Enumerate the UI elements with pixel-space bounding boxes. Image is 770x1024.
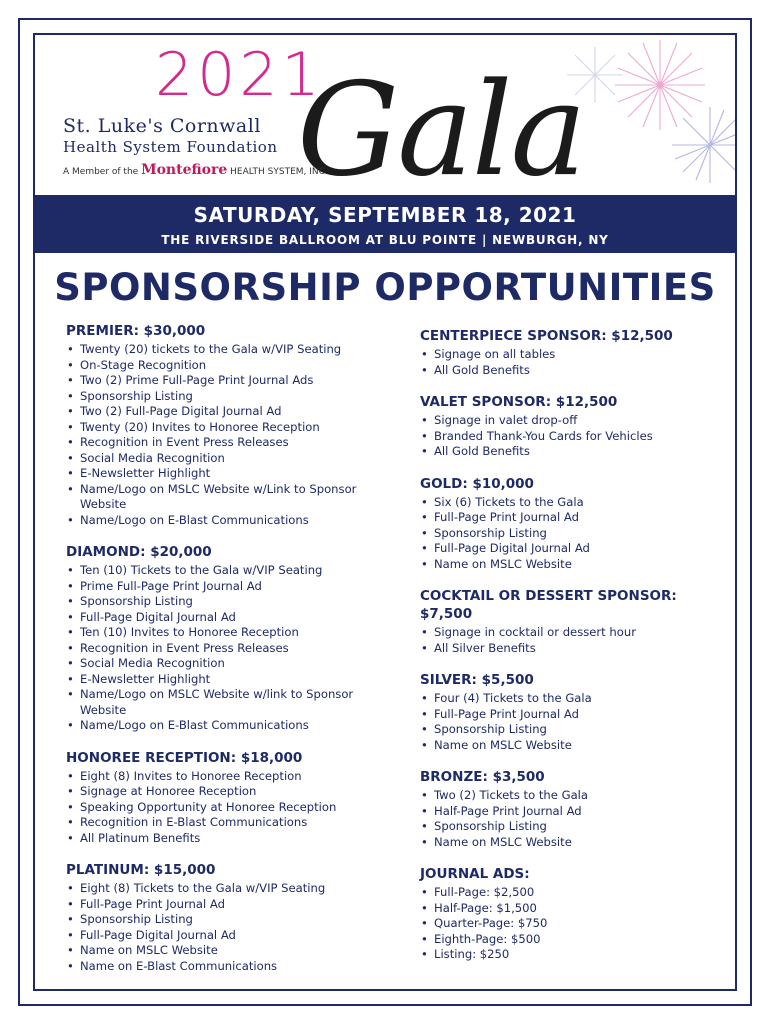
benefit-item: • Twenty (20) Invites to Honoree Reception — [66, 420, 396, 436]
benefit-list — [420, 885, 720, 963]
benefit-item: • Half-Page: $1,500 — [420, 901, 720, 917]
tier-title: VALET SPONSOR: $12,500 — [420, 394, 618, 410]
tier-title: PLATINUM: $15,000 — [66, 862, 216, 878]
benefit-item: • Full-Page Digital Journal Ad — [420, 541, 720, 557]
tier-centerpiece — [420, 327, 720, 378]
header — [35, 35, 735, 195]
member-of-line — [63, 162, 325, 178]
benefit-list — [420, 413, 720, 460]
benefit-item: • Full-Page Print Journal Ad — [420, 707, 720, 723]
benefit-item: • Name/Logo on MSLC Website w/Link to Sponsor Website — [66, 482, 396, 513]
benefit-item: • Full-Page Print Journal Ad — [420, 510, 720, 526]
benefit-list — [66, 563, 396, 734]
benefit-item: • Listing: $250 — [420, 947, 720, 963]
tier-title: GOLD: $10,000 — [420, 475, 534, 492]
benefit-item: • Name/Logo on E-Blast Communications — [66, 513, 396, 529]
benefit-item: • Two (2) Full-Page Digital Journal Ad — [66, 404, 396, 420]
tier-title: JOURNAL ADS: — [420, 866, 530, 882]
tier-gold — [420, 475, 720, 573]
benefit-list — [420, 495, 720, 573]
foundation-name-line2: Health System Foundation — [63, 138, 278, 156]
event-date: SATURDAY, SEPTEMBER 18, 2021 — [193, 203, 577, 227]
benefit-item: • Two (2) Prime Full-Page Print Journal Ads — [66, 373, 396, 389]
tier-premier — [66, 322, 396, 528]
tier-valet — [420, 393, 720, 460]
tier-honoree-reception — [66, 749, 396, 847]
tier-cocktail-dessert — [420, 587, 720, 656]
tier-diamond — [66, 543, 396, 734]
tier-title: COCKTAIL OR DESSERT SPONSOR: $7,500 — [420, 588, 677, 622]
page-title: SPONSORSHIP OPPORTUNITIES — [54, 266, 716, 309]
benefit-list — [66, 342, 396, 528]
benefit-item: • Sponsorship Listing — [66, 912, 396, 928]
benefit-item: • Speaking Opportunity at Honoree Reception — [66, 800, 396, 816]
benefit-list — [420, 347, 720, 378]
benefit-item: • Name on MSLC Website — [420, 738, 720, 754]
benefit-item: • Branded Thank-You Cards for Vehicles — [420, 429, 720, 445]
benefit-list — [66, 769, 396, 847]
date-banner — [35, 195, 735, 253]
benefit-item: • Social Media Recognition — [66, 451, 396, 467]
montefiore-name: Montefiore — [141, 162, 228, 178]
benefit-item: • Signage in valet drop-off — [420, 413, 720, 429]
benefit-list — [420, 691, 720, 753]
benefit-item: • Eight (8) Invites to Honoree Reception — [66, 769, 396, 785]
event-year: 2021 — [155, 40, 324, 110]
benefit-item: • Half-Page Print Journal Ad — [420, 804, 720, 820]
benefit-item: • Social Media Recognition — [66, 656, 396, 672]
benefit-item: • Name on MSLC Website — [66, 943, 396, 959]
benefit-list — [66, 881, 396, 974]
tier-title: DIAMOND: $20,000 — [66, 544, 212, 560]
benefit-item: • Full-Page Digital Journal Ad — [66, 610, 396, 626]
benefit-item: • Signage at Honoree Reception — [66, 784, 396, 800]
benefit-item: • Name/Logo on E-Blast Communications — [66, 718, 396, 734]
foundation-name-line1: St. Luke's Cornwall — [63, 115, 261, 137]
benefit-item: • All Gold Benefits — [420, 363, 720, 379]
benefit-item: • Signage on all tables — [420, 347, 720, 363]
benefit-item: • Sponsorship Listing — [420, 819, 720, 835]
benefit-item: • All Silver Benefits — [420, 641, 720, 657]
benefit-item: • Recognition in E-Blast Communications — [66, 815, 396, 831]
benefit-item: • Ten (10) Invites to Honoree Reception — [66, 625, 396, 641]
event-venue: THE RIVERSIDE BALLROOM AT BLU POINTE | NEWBURGH, NY — [161, 233, 609, 247]
foundation-logo — [63, 115, 325, 178]
right-column — [420, 327, 720, 978]
benefit-item: • E-Newsletter Highlight — [66, 672, 396, 688]
benefit-item: • Six (6) Tickets to the Gala — [420, 495, 720, 511]
benefit-item: • All Platinum Benefits — [66, 831, 396, 847]
benefit-item: • Signage in cocktail or dessert hour — [420, 625, 720, 641]
benefit-item: • Prime Full-Page Print Journal Ad — [66, 579, 396, 595]
benefit-item: • Ten (10) Tickets to the Gala w/VIP Seating — [66, 563, 396, 579]
benefit-item: • Sponsorship Listing — [66, 389, 396, 405]
left-column — [66, 322, 396, 989]
benefit-item: • Eight (8) Tickets to the Gala w/VIP Seating — [66, 881, 396, 897]
tier-title: SILVER: $5,500 — [420, 672, 534, 688]
gala-wordmark: Gala — [297, 56, 585, 195]
benefit-item: • Full-Page: $2,500 — [420, 885, 720, 901]
benefit-item: • All Gold Benefits — [420, 444, 720, 460]
benefit-item: • Two (2) Tickets to the Gala — [420, 788, 720, 804]
benefit-item: • Sponsorship Listing — [420, 526, 720, 542]
tier-title: HONOREE RECEPTION: $18,000 — [66, 749, 303, 766]
tier-title: BRONZE: $3,500 — [420, 769, 545, 785]
member-prefix: A Member of the — [63, 167, 139, 177]
tier-journal-ads — [420, 865, 720, 963]
tier-bronze — [420, 768, 720, 850]
benefit-list — [420, 625, 720, 656]
benefit-item: • Name on E-Blast Communications — [66, 959, 396, 975]
benefit-item: • Name/Logo on MSLC Website w/link to Sponsor Website — [66, 687, 396, 718]
benefit-item: • Sponsorship Listing — [420, 722, 720, 738]
benefit-item: • Name on MSLC Website — [420, 835, 720, 851]
tier-title: CENTERPIECE SPONSOR: $12,500 — [420, 328, 673, 344]
benefit-item: • Four (4) Tickets to the Gala — [420, 691, 720, 707]
benefit-item: • Twenty (20) tickets to the Gala w/VIP Seating — [66, 342, 396, 358]
benefit-item: • Full-Page Print Journal Ad — [66, 897, 396, 913]
benefit-item: • Name on MSLC Website — [420, 557, 720, 573]
benefit-item: • Full-Page Digital Journal Ad — [66, 928, 396, 944]
benefit-item: • Eighth-Page: $500 — [420, 932, 720, 948]
tier-silver — [420, 671, 720, 753]
tier-title: PREMIER: $30,000 — [66, 323, 206, 339]
benefit-item: • Recognition in Event Press Releases — [66, 435, 396, 451]
benefit-item: • E-Newsletter Highlight — [66, 466, 396, 482]
benefit-item: • On-Stage Recognition — [66, 358, 396, 374]
benefit-item: • Recognition in Event Press Releases — [66, 641, 396, 657]
benefit-list — [420, 788, 720, 850]
member-suffix: HEALTH SYSTEM, INC — [230, 167, 325, 177]
benefit-item: • Quarter-Page: $750 — [420, 916, 720, 932]
tier-platinum — [66, 861, 396, 974]
benefit-item: • Sponsorship Listing — [66, 594, 396, 610]
